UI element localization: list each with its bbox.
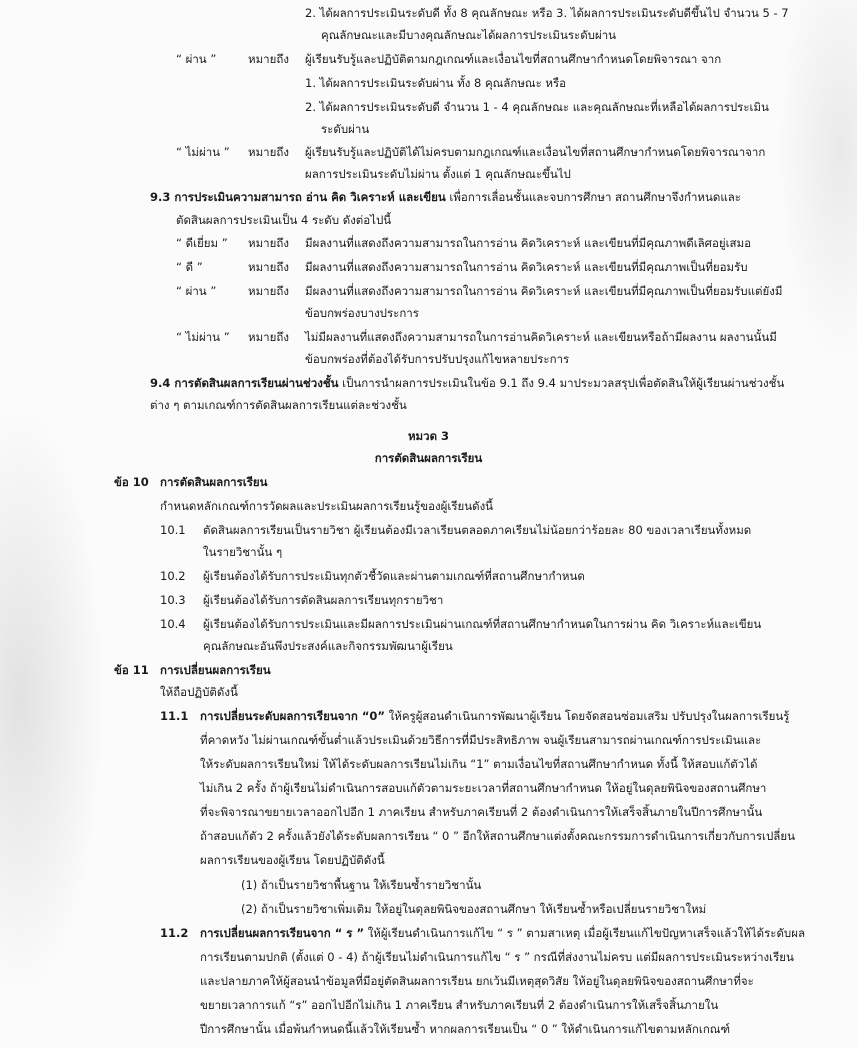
excellent-term: “ ดีเยี่ยม ” (176, 236, 228, 250)
item-11-1-heading: การเปลี่ยนระดับผลการเรียนจาก “0” (200, 709, 385, 723)
rw-fail-means: หมายถึง (248, 330, 289, 344)
fail-term: “ ไม่ผ่าน ” (176, 145, 230, 159)
rw-fail-line-2: ข้อบกพร่องที่ต้องได้รับการปรับปรุงแก้ไขหลายประการ (305, 352, 570, 366)
item-11-2-line-2: การเรียนตามปกติ (ตั้งแต่ 0 - 4) ถ้าผู้เรียนไม่ดำเนินการแก้ไข “ ร ” กรณีที่ส่งงานไม่ครบ แต่มีผลการประเมินระหว่างเรียน (200, 950, 794, 964)
section-9-3 (150, 188, 741, 206)
item-11-1-line-6: ถ้าสอบแก้ตัว 2 ครั้งแล้วยังได้ระดับผลการเรียน “ 0 ” อีกให้สถานศึกษาแต่งตั้งคณะกรรมการดำเนินการเกี่ยวกับการเปลี่ยน (200, 829, 795, 843)
item-10-4-line-1: ผู้เรียนต้องได้รับการประเมินและมีผลการประเมินผ่านเกณฑ์ที่สถานศึกษากำหนดในการผ่าน คิด วิเคราะห์และเขียน (203, 617, 762, 631)
item-10-4-line-2: คุณลักษณะอันพึงประสงค์และกิจกรรมพัฒนาผู้เรียน (203, 639, 453, 653)
fail-means: หมายถึง (248, 145, 289, 159)
item-11-1-line-2: ที่คาดหวัง ไม่ผ่านเกณฑ์ขั้นต่ำแล้วประเมินด้วยวิธีการที่มีประสิทธิภาพ จนผู้เรียนสามารถผ่านเกณฑ์การประเมินและ (200, 733, 762, 747)
rw-pass-means: หมายถึง (248, 284, 289, 298)
rw-pass-line-1: มีผลงานที่แสดงถึงความสามารถในการอ่าน คิดวิเคราะห์ และเขียนที่มีคุณภาพเป็นที่ยอมรับแต่ยังมี (305, 284, 783, 298)
item-11-2-first-line (200, 924, 805, 942)
section-9-4-heading: 9.4 การตัดสินผลการเรียนผ่านช่วงชั้น (150, 376, 339, 390)
item-11-1-line-5: ที่จะพิจารณาขยายเวลาออกไปอีก 1 ภาคเรียน สำหรับภาคเรียนที่ 2 ต้องดำเนินการให้เสร็จสิ้นภายในปีการศึกษานั้น (200, 805, 763, 819)
item-10-3-line-1: ผู้เรียนต้องได้รับการตัดสินผลการเรียนทุกรายวิชา (203, 593, 444, 607)
item-11-2-line-5: ปีการศึกษานั้น เมื่อพ้นกำหนดนี้แล้วให้เรียนซ้ำ หากผลการเรียนเป็น “ 0 ” ให้ดำเนินการแก้ไขตามหลักเกณฑ์ (200, 1022, 730, 1036)
item-10-4-number: 10.4 (160, 617, 186, 631)
item-11-1-sub-1: (1) ถ้าเป็นรายวิชาพื้นฐาน ให้เรียนซ้ำรายวิชานั้น (241, 878, 482, 892)
excellent-text: มีผลงานที่แสดงถึงความสามารถในการอ่าน คิดวิเคราะห์ และเขียนที่มีคุณภาพดีเลิศอยู่เสมอ (305, 236, 752, 250)
item-11-2-line-4: ขยายเวลาการแก้ “ร” ออกไปอีกไม่เกิน 1 ภาคเรียน สำหรับภาคเรียนที่ 2 ต้องดำเนินการให้เสร็จสิ้นภายใน (200, 998, 719, 1012)
rw-fail-term: “ ไม่ผ่าน ” (176, 330, 230, 344)
good-term: “ ดี ” (176, 260, 203, 274)
article-10-number: ข้อ 10 (114, 475, 149, 489)
section-9-4 (150, 374, 784, 392)
chapter-title: หมวด 3 (407, 429, 450, 443)
article-11-intro: ให้ถือปฏิบัติดังนี้ (160, 685, 238, 699)
item-11-1-sub-2: (2) ถ้าเป็นรายวิชาเพิ่มเติม ให้อยู่ในดุลยพินิจของสถานศึกษา ให้เรียนซ้ำหรือเปลี่ยนรายวิชาใหม่ (241, 902, 707, 916)
item-10-3-number: 10.3 (160, 593, 186, 607)
item-11-1-line-4: ไม่เกิน 2 ครั้ง ถ้าผู้เรียนไม่ดำเนินการสอบแก้ตัวตามระยะเวลาที่สถานศึกษากำหนด ให้อยู่ในดุลยพินิจของสถานศึกษา (200, 781, 767, 795)
article-10-intro: กำหนดหลักเกณฑ์การวัดผลและประเมินผลการเรียนรู้ของผู้เรียนดังนี้ (160, 499, 494, 513)
item-11-1-line-3: ให้ระดับผลการเรียนใหม่ ให้ได้ระดับผลการเรียนไม่เกิน “1” ตามเงื่อนไขที่สถานศึกษากำหนด ทั้งนี้ ให้สอบแก้ตัวได้ (200, 757, 758, 771)
item-10-1-number: 10.1 (160, 523, 186, 537)
item-10-2-number: 10.2 (160, 569, 186, 583)
item-11-2-text: ให้ผู้เรียนดำเนินการแก้ไข “ ร ” ตามสาเหตุ เมื่อผู้เรียนแก้ไขปัญหาเสร็จแล้วให้ได้ระดับผล (367, 926, 806, 940)
good-text: มีผลงานที่แสดงถึงความสามารถในการอ่าน คิดวิเคราะห์ และเขียนที่มีคุณภาพเป็นที่ยอมรับ (305, 260, 748, 274)
section-9-3-line-2: ตัดสินผลการประเมินเป็น 4 ระดับ ดังต่อไปนี้ (176, 213, 392, 227)
section-9-3-heading: 9.3 การประเมินความสามารถ อ่าน คิด วิเคราะห์ และเขียน (150, 190, 446, 204)
article-11-number: ข้อ 11 (114, 663, 149, 677)
rw-pass-line-2: ข้อบกพร่องบางประการ (305, 306, 419, 320)
item-11-2-line-3: และปลายภาคให้ผู้สอนนำข้อมูลที่มีอยู่ตัดสินผลการเรียน ยกเว้นมีเหตุสุดวิสัย ให้อยู่ในดุลยพินิจของสถานศึกษาที่จะ (200, 974, 754, 988)
item-11-2-heading: การเปลี่ยนผลการเรียนจาก “ ร ” (200, 926, 365, 940)
section-9-4-text: เป็นการนำผลการประเมินในข้อ 9.1 ถึง 9.4 มาประมวลสรุปเพื่อตัดสินให้ผู้เรียนผ่านช่วงชั้น (338, 376, 785, 390)
pass-item-1: 1. ได้ผลการประเมินระดับผ่าน ทั้ง 8 คุณลักษณะ หรือ (305, 76, 567, 90)
item-11-1-text: ให้ครูผู้สอนดำเนินการพัฒนาผู้เรียน โดยจัดสอนซ่อมเสริม ปรับปรุงในผลการเรียนรู้ (388, 709, 790, 723)
pass-line-1: ผู้เรียนรับรู้และปฏิบัติตามกฎเกณฑ์และเงื่อนไขที่สถานศึกษากำหนดโดยพิจารณา จาก (305, 52, 722, 66)
pass-item-2: 2. ได้ผลการประเมินระดับดี จำนวน 1 - 4 คุณลักษณะ และคุณลักษณะที่เหลือได้ผลการประเมิน (305, 100, 769, 114)
section-9-4-line-2: ต่าง ๆ ตามเกณฑ์การตัดสินผลการเรียนแต่ละช่วงชั้น (150, 398, 407, 412)
section-9-3-text: เพื่อการเลื่อนชั้นและจบการศึกษา สถานศึกษาจึงกำหนดและ (445, 190, 741, 204)
top-cont-line-2: คุณลักษณะและมีบางคุณลักษณะได้ผลการประเมินระดับผ่าน (321, 28, 617, 42)
rw-pass-term: “ ผ่าน ” (176, 284, 217, 298)
item-11-2-number: 11.2 (160, 926, 189, 940)
excellent-means: หมายถึง (248, 236, 289, 250)
good-means: หมายถึง (248, 260, 289, 274)
pass-item-2-cont: ระดับผ่าน (321, 122, 370, 136)
fail-line-2: ผลการประเมินระดับไม่ผ่าน ตั้งแต่ 1 คุณลักษณะขึ้นไป (305, 167, 571, 181)
pass-term: “ ผ่าน ” (176, 52, 217, 66)
item-11-1-number: 11.1 (160, 709, 189, 723)
article-11-title: การเปลี่ยนผลการเรียน (160, 663, 271, 677)
item-10-1-line-2: ในรายวิชานั้น ๆ (203, 545, 283, 559)
item-10-1-line-1: ตัดสินผลการเรียนเป็นรายวิชา ผู้เรียนต้องมีเวลาเรียนตลอดภาคเรียนไม่น้อยกว่าร้อยละ 80 ของเวลาเรียนทั้งหมด (203, 523, 752, 537)
item-10-2-line-1: ผู้เรียนต้องได้รับการประเมินทุกตัวชี้วัดและผ่านตามเกณฑ์ที่สถานศึกษากำหนด (203, 569, 585, 583)
rw-fail-line-1: ไม่มีผลงานที่แสดงถึงความสามารถในการอ่านคิดวิเคราะห์ และเขียนหรือถ้ามีผลงาน ผลงานนั้นมี (305, 330, 777, 344)
chapter-subtitle: การตัดสินผลการเรียน (374, 451, 483, 465)
top-cont-line-1: 2. ได้ผลการประเมินระดับดี ทั้ง 8 คุณลักษณะ หรือ 3. ได้ผลการประเมินระดับดีขึ้นไป จำนวน 5 - 7 (305, 6, 789, 20)
item-11-1-first-line (200, 707, 789, 725)
pass-means: หมายถึง (248, 52, 289, 66)
item-11-1-line-7: ผลการเรียนของผู้เรียน โดยปฏิบัติดังนี้ (200, 853, 385, 867)
fail-line-1: ผู้เรียนรับรู้และปฏิบัติได้ไม่ครบตามกฎเกณฑ์และเงื่อนไขที่สถานศึกษากำหนดโดยพิจารณาจาก (305, 145, 766, 159)
article-10-title: การตัดสินผลการเรียน (160, 475, 268, 489)
